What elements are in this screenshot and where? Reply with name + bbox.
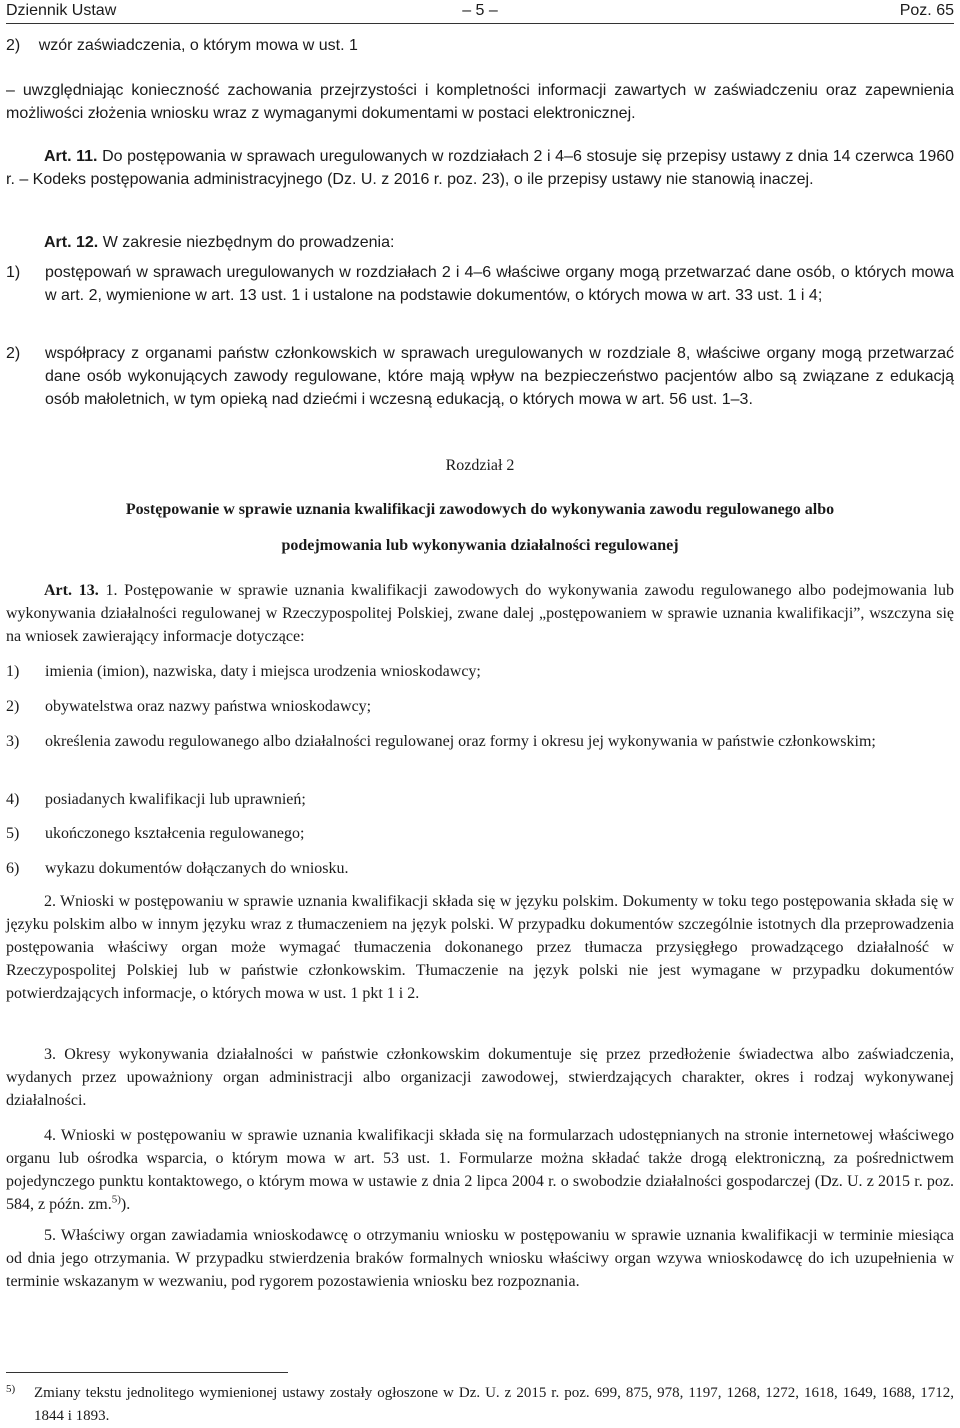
header-rule [6,23,954,24]
intro-item-text: wzór zaświadczenia, o którym mowa w ust. 1 [38,37,358,54]
item-text: ukończonego kształcenia regulowanego; [45,825,305,842]
item-number: 2) [6,698,20,715]
item-text: postępowań w sprawach uregulowanych w rozdziałach 2 i 4–6 właściwe organy mogą przetwarzać dane osób, o których mowa w art. 2, wymienione w art. 13 ust. 1 i ustalone na podstawie dokumentów, o których mowa w art. 33 ust. 1 i 4; [45,264,954,304]
intro-clause: – uwzględniając konieczność zachowania przejrzystości i kompletności informacji zawartych w zaświadczeniu oraz zapewnienia możliwości złożenia wniosku wraz z wymaganymi dokumentami w postaci elektronicznej. [6,82,954,122]
art-13-paragraph-4 [6,1124,954,1216]
item-text: określenia zawodu regulowanego albo działalności regulowanej oraz formy i okresu jej wykonywania w państwie członkowskim; [45,733,876,750]
item-number: 3) [6,733,20,750]
art-13-label: Art. 13. [44,582,99,599]
item-number: 6) [6,860,20,877]
intro-item-number: 2) [6,37,21,54]
footnote-text: Zmiany tekstu jednolitego wymienionej ustawy zostały ogłoszone w Dz. U. z 2015 r. poz. 699, 875, 978, 1197, 1268, 1272, 1618, 1649, 1688, 1712, 1844 i 1893. [34,1385,954,1424]
item-text: obywatelstwa oraz nazwy państwa wnioskodawcy; [45,698,372,715]
item-text: imienia (imion), nazwiska, daty i miejsca urodzenia wnioskodawcy; [45,663,481,680]
chapter-title-text-1: Postępowanie w sprawie uznania kwalifikacji zawodowych do wykonywania zawodu regulowanego albo [125,501,835,518]
item-number: 5) [6,825,20,842]
item-text: posiadanych kwalifikacji lub uprawnień; [45,791,306,808]
item-text: wykazu dokumentów dołączanych do wniosku. [45,860,349,877]
journal-name: Dziennik Ustaw [6,2,117,19]
chapter-title-line-2 [6,534,954,557]
page-number: – 5 – [462,2,498,19]
position-number: Poz. 65 [899,2,954,19]
art-11-label: Art. 11. [44,148,98,165]
footnote-mark: 5) [6,1383,16,1395]
footnote-reference[interactable]: 5) [111,1193,121,1206]
art-11-text: Do postępowania w sprawach uregulowanych w rozdziałach 2 i 4–6 stosuje się przepisy ustawy z dnia 14 czerwca 1960 r. – Kodeks postępowania administracyjnego (Dz. U. z 2016 r. poz. 23), o ile przepisy ustawy nie stanowią inaczej. [6,148,955,188]
footnote-rule [6,1372,288,1373]
art-12-text: W zakresie niezbędnym do prowadzenia: [102,234,395,251]
item-number: 1) [6,663,20,680]
art-13-p1-text: 1. Postępowanie w sprawie uznania kwalifikacji zawodowych do wykonywania zawodu regulowanego albo podejmowania lub wykonywania działalności regulowanej w Rzeczypospolitej Polskiej, zwane dalej „postępowaniem w sprawie uznania kwalifikacji”, wszczyna się na wniosek zawierający informacje dotyczące: [6,582,955,645]
chapter-title-text-2: podejmowania lub wykonywania działalności regulowanej [281,537,679,554]
chapter-number: Rozdział 2 [445,457,515,474]
page-header [6,0,954,24]
item-number: 4) [6,791,20,808]
art-13-paragraph-2: 2. Wnioski w postępowaniu w sprawie uznania kwalifikacji składa się w języku polskim. Dokumenty w toku tego postępowania składa się w języku polskim albo w innym języku wraz z tłumaczeniem na język polski. W przypadku dokumentów szczególnie istotnych dla przeprowadzenia postępowania właściwy organ może wymagać tłumaczenia dokonanego przez tłumacza przysięgłego prowadzącego działalność w Rzeczypospolitej Polskiej lub w państwie członkowskim. Tłumaczenie na język polski nie jest wymagane w przypadku dokumentów potwierdzających informacje, o których mowa w ust. 1 pkt 1 i 2. [6,893,954,1002]
chapter-title-line-1 [6,498,954,521]
item-number: 2) [6,345,21,362]
item-text: współpracy z organami państw członkowskich w sprawach uregulowanych w rozdziale 8, właściwe organy mogą przetwarzać dane osób wykonujących zawody regulowane, które mają wpływ na bezpieczeństwo pacjentów albo są związane z edukacją osób małoletnich, w tym opieką nad dziećmi i wczesną edukacją, o których mowa w art. 56 ust. 1–3. [45,345,954,408]
intro-item-2 [6,34,954,57]
art-13-p4-text: 4. Wnioski w postępowaniu w sprawie uznania kwalifikacji składa się na formularzach udostępnianych na stronie internetowej właściwego organu lub ośrodka wsparcia, o którym mowa w art. 53 ust. 1. Formularze można składać także drogą elektroniczną, za pośrednictwem pojedynczego punktu kontaktowego, o którym mowa w ustawie z dnia 2 lipca 2004 r. o swobodzie działalności gospodarczej (Dz. U. z 2015 r. poz. 584, z późn. zm. [6,1127,954,1213]
art-12-label: Art. 12. [44,234,99,251]
art-13-p4-end: ). [120,1196,131,1213]
item-number: 1) [6,264,21,281]
art-11 [6,145,954,191]
art-13-paragraph-3: 3. Okresy wykonywania działalności w państwie członkowskim dokumentuje się przez przedłożenie świadectwa albo zaświadczenia, wydanych przez upoważniony organ administracji albo organizacji zawodowej, stwierdzających charakter, okres i rodzaj wykonywanej działalności. [6,1046,954,1109]
art-13-paragraph-1 [6,579,954,648]
art-12 [6,231,954,254]
art-13-paragraph-5: 5. Właściwy organ zawiadamia wnioskodawcę o otrzymaniu wniosku w postępowaniu w sprawie uznania kwalifikacji w terminie miesiąca od dnia jego otrzymania. W przypadku stwierdzenia braków formalnych wniosku właściwy organ wzywa wnioskodawcę do ich uzupełnienia w terminie wskazanym w wezwaniu, pod rygorem pozostawienia wniosku bez rozpoznania. [6,1227,954,1290]
